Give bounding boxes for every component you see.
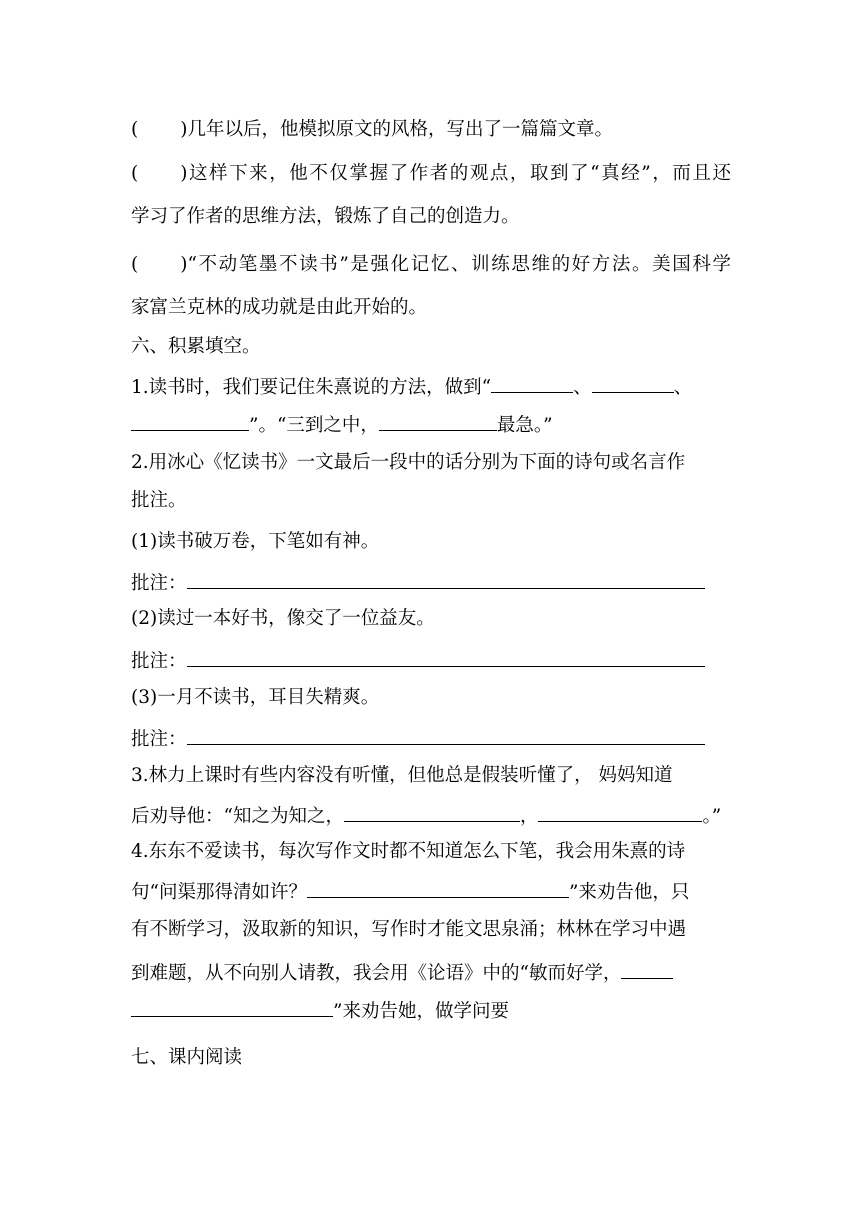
- note-label: 批注：: [131, 729, 187, 750]
- note-blank[interactable]: [187, 725, 705, 745]
- q4-text: ”来劝告她，做学问要: [333, 1001, 509, 1022]
- fill-blank[interactable]: [621, 959, 673, 979]
- paren-open: (: [131, 254, 139, 275]
- section-7-heading: 七、课内阅读: [131, 1047, 243, 1068]
- q4-line-5: [131, 997, 731, 1024]
- q3-text: 。”: [702, 806, 722, 827]
- item-text: 这样下来，他不仅掌握了作者的观点，取到了“真经”，而且还: [187, 163, 731, 184]
- paren-close: ): [180, 254, 188, 275]
- item-text: 几年以后，他模拟原文的风格，写出了一篇篇文章。: [187, 119, 613, 140]
- q1-text: 最急。”: [496, 415, 553, 436]
- q4-text: 到难题，从不向别人请教，我会用《论语》中的“敏而好学，: [131, 963, 622, 984]
- q3-text: 后劝导他：“知之为知之，: [131, 806, 344, 827]
- item-2-line-2: 学习了作者的思维方法，锻炼了自己的创造力。: [131, 206, 520, 227]
- fill-blank[interactable]: [592, 373, 674, 393]
- fill-blank[interactable]: [307, 878, 569, 898]
- q4-text: ”来劝告他，只: [568, 882, 690, 903]
- q2-note-2: [131, 647, 731, 674]
- fill-blank[interactable]: [491, 373, 573, 393]
- note-blank[interactable]: [187, 569, 705, 589]
- q1-text: ”。“三到之中，: [249, 415, 379, 436]
- item-text: “不动笔墨不读书”是强化记忆、训练思维的好方法。美国科学: [187, 254, 731, 275]
- q3-line-2: [131, 802, 731, 829]
- q2-note-3: [131, 725, 731, 752]
- q4-line-4: [131, 959, 731, 986]
- q2-sub-2: (2)读过一本好书，像交了一位益友。: [131, 608, 435, 629]
- q4-line-3: 有不断学习，汲取新的知识，写作时才能文思泉涌；林林在学习中遇: [131, 919, 687, 940]
- q1-line-1: [131, 373, 731, 400]
- q1-line-2: [131, 411, 731, 438]
- note-label: 批注：: [131, 651, 187, 672]
- q3-line-1: 3.林力上课时有些内容没有听懂，但他总是假装听懂了， 妈妈知道: [131, 765, 673, 786]
- fill-blank[interactable]: [131, 411, 249, 431]
- paren-close: ): [180, 119, 188, 140]
- fill-blank[interactable]: [379, 411, 497, 431]
- q2-note-1: [131, 569, 731, 596]
- q2-line-1: 2.用冰心《忆读书》一文最后一段中的话分别为下面的诗句或名言作: [131, 452, 686, 473]
- q2-line-2: 批注。: [131, 490, 187, 511]
- section-6-heading: 六、积累填空。: [131, 336, 261, 357]
- fill-blank[interactable]: [344, 802, 520, 822]
- q4-text: 句“问渠那得清如许？: [131, 882, 307, 903]
- note-blank[interactable]: [187, 647, 705, 667]
- separator: 、: [673, 377, 693, 398]
- note-label: 批注：: [131, 573, 187, 594]
- paren-open: (: [131, 119, 139, 140]
- q2-sub-3: (3)一月不读书，耳目失精爽。: [131, 687, 380, 708]
- q4-line-2: [131, 878, 731, 905]
- q4-line-1: 4.东东不爱读书，每次写作文时都不知道怎么下笔，我会用朱熹的诗: [131, 841, 686, 862]
- q3-text: ，: [519, 806, 539, 827]
- item-2-line-1: [131, 162, 731, 186]
- item-3-line-2: 家富兰克林的成功就是由此开始的。: [131, 297, 428, 318]
- q2-sub-1: (1)读书破万卷，下笔如有神。: [131, 531, 380, 552]
- fill-blank[interactable]: [538, 802, 702, 822]
- item-3-line-1: [131, 253, 731, 277]
- q1-text: 1.读书时，我们要记住朱熹说的方法，做到“: [131, 377, 492, 398]
- paren-close: ): [180, 163, 188, 184]
- fill-blank[interactable]: [131, 997, 333, 1017]
- paren-open: (: [131, 163, 139, 184]
- separator: 、: [573, 377, 592, 398]
- item-1: [131, 118, 731, 142]
